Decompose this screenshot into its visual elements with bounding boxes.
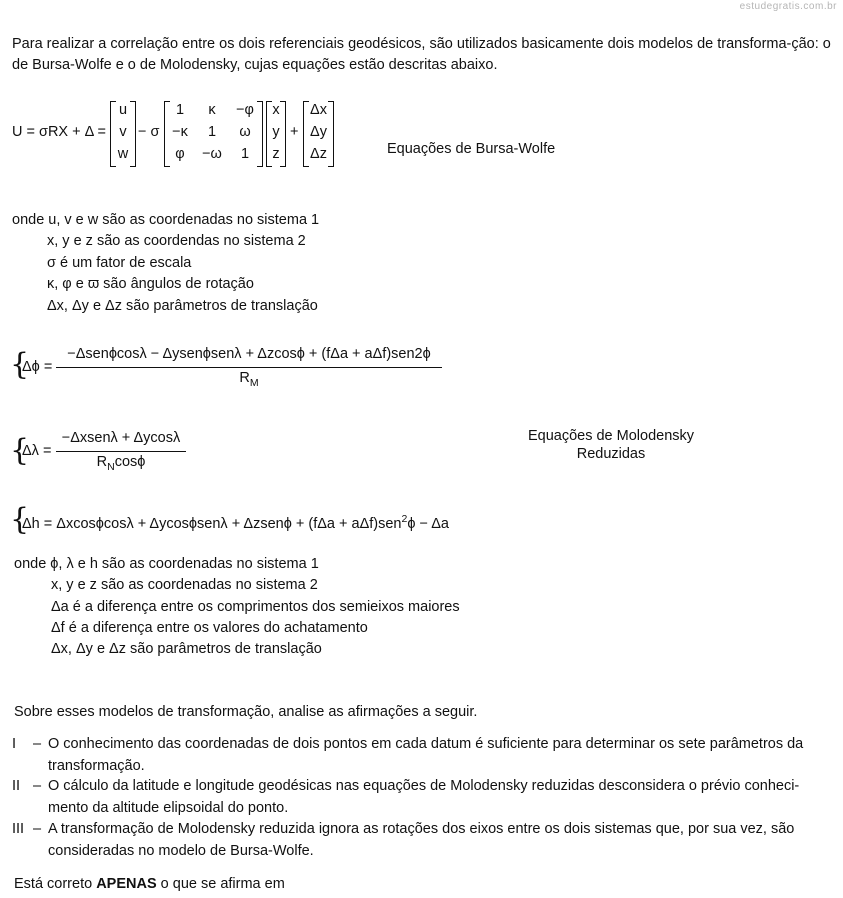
plus-sign: + bbox=[290, 124, 299, 140]
vector-entry: w bbox=[117, 146, 129, 162]
dlambda-denominator: $R_N\cos\phi$ bbox=[96, 454, 146, 473]
matrix-entry: φ bbox=[175, 146, 185, 162]
dphi-denominator: $R_M$ bbox=[239, 370, 259, 389]
uvw-vector bbox=[110, 101, 136, 167]
dphi-lhs: Δϕ = bbox=[22, 359, 53, 375]
statement-dash: – bbox=[33, 778, 42, 794]
rotation-matrix bbox=[164, 101, 263, 167]
bursa-wolfe-label: Equações de Bursa-Wolfe bbox=[387, 141, 556, 157]
matrix-entry: −κ bbox=[172, 124, 188, 140]
bursa-lhs: U = σRX + Δ = bbox=[12, 124, 106, 140]
statement-numeral: II bbox=[12, 778, 21, 794]
equation-brace: { bbox=[10, 347, 30, 382]
statement-text: O conhecimento das coordenadas de dois pontos em cada datum é suficiente para determinar os sete parâmetros da transformação. bbox=[48, 736, 804, 774]
dlambda-fraction bbox=[56, 430, 186, 476]
statement-item bbox=[12, 733, 836, 777]
statement-numeral: III bbox=[12, 821, 25, 837]
translation-vector bbox=[303, 101, 334, 167]
statement-item bbox=[12, 775, 836, 819]
site-watermark: estudegratis.com.br bbox=[739, 1, 837, 12]
definition-line: Δx, Δy e Δz são parâmetros de translação bbox=[51, 641, 322, 657]
matrix-entry: 1 bbox=[175, 102, 185, 118]
dlambda-numerator: −Δxsenλ + Δycosλ bbox=[61, 430, 181, 446]
dphi-numerator: −Δsenϕcosλ − Δysenϕsenλ + Δzcosϕ + (fΔa + aΔf)sen2ϕ bbox=[67, 346, 431, 362]
matrix-entry: −ω bbox=[202, 146, 222, 162]
dh-equation: Δh = Δxcosϕcosλ + Δycosϕsenλ + Δzsenϕ + (fΔa + aΔf)sen$^2$ϕ − Δa bbox=[22, 513, 449, 532]
definition-line: onde ϕ, λ e h são as coordenadas no sistema 1 bbox=[14, 556, 319, 572]
matrix-entry: 1 bbox=[207, 124, 217, 140]
statement-text: O cálculo da latitude e longitude geodésicas nas equações de Molodensky reduzidas desconsidera o prévio conheci-mento da altitude elipsoidal do ponto. bbox=[48, 778, 800, 816]
statement-numeral: I bbox=[12, 736, 17, 752]
vector-entry: v bbox=[119, 124, 127, 140]
question-prompt: Sobre esses modelos de transformação, analise as afirmações a seguir. bbox=[14, 704, 478, 720]
statement-text: A transformação de Molodensky reduzida ignora as rotações dos eixos entre os dois sistemas que, por sua vez, são consideradas no modelo de Bursa-Wolfe. bbox=[48, 821, 795, 859]
definition-line: κ, φ e ϖ são ângulos de rotação bbox=[47, 276, 254, 292]
molodensky-label-line1: Equações de Molodensky bbox=[527, 428, 695, 444]
definition-line: Δa é a diferença entre os comprimentos dos semieixos maiores bbox=[51, 599, 460, 615]
emphasis-apenas: APENAS bbox=[96, 876, 157, 892]
definition-line: Δf é a diferença entre os valores do achatamento bbox=[51, 620, 368, 636]
definition-line: x, y e z são as coordendas no sistema 2 bbox=[47, 233, 306, 249]
fraction-bar bbox=[56, 367, 442, 368]
statement-dash: – bbox=[33, 821, 42, 837]
vector-entry: z bbox=[272, 146, 280, 162]
matrix-entry: −φ bbox=[236, 102, 254, 118]
definition-line: x, y e z são as coordenadas no sistema 2 bbox=[51, 577, 318, 593]
equation-brace: { bbox=[10, 502, 30, 537]
molodensky-label-line2: Reduzidas bbox=[576, 446, 646, 462]
xyz-vector bbox=[266, 101, 286, 167]
equation-brace: { bbox=[10, 433, 30, 468]
vector-entry: x bbox=[272, 102, 280, 118]
vector-entry: Δy bbox=[310, 124, 327, 140]
intro-paragraph: Para realizar a correlação entre os dois referenciais geodésicos, são utilizados basicamente dois modelos de transforma-ção: o de Bursa-Wolfe e o de Molodensky, cujas equações estão descritas abaixo. bbox=[12, 36, 831, 73]
fraction-bar bbox=[56, 451, 186, 452]
statement-item bbox=[12, 818, 836, 862]
definition-line: onde u, v e w são as coordenadas no sistema 1 bbox=[12, 212, 320, 228]
dlambda-lhs: Δλ = bbox=[22, 443, 52, 459]
definition-line: Δx, Δy e Δz são parâmetros de translação bbox=[47, 298, 318, 314]
minus-sigma: − σ bbox=[138, 124, 160, 140]
statement-dash: – bbox=[33, 736, 42, 752]
closing-line: Está correto APENAS o que se afirma em bbox=[14, 876, 285, 892]
vector-entry: Δx bbox=[310, 102, 327, 118]
vector-entry: u bbox=[118, 102, 128, 118]
definition-line: σ é um fator de escala bbox=[47, 255, 192, 271]
matrix-entry: κ bbox=[208, 102, 216, 118]
matrix-entry: 1 bbox=[240, 146, 250, 162]
matrix-entry: ω bbox=[239, 124, 251, 140]
vector-entry: Δz bbox=[310, 146, 327, 162]
dphi-fraction bbox=[56, 346, 442, 392]
vector-entry: y bbox=[272, 124, 280, 140]
